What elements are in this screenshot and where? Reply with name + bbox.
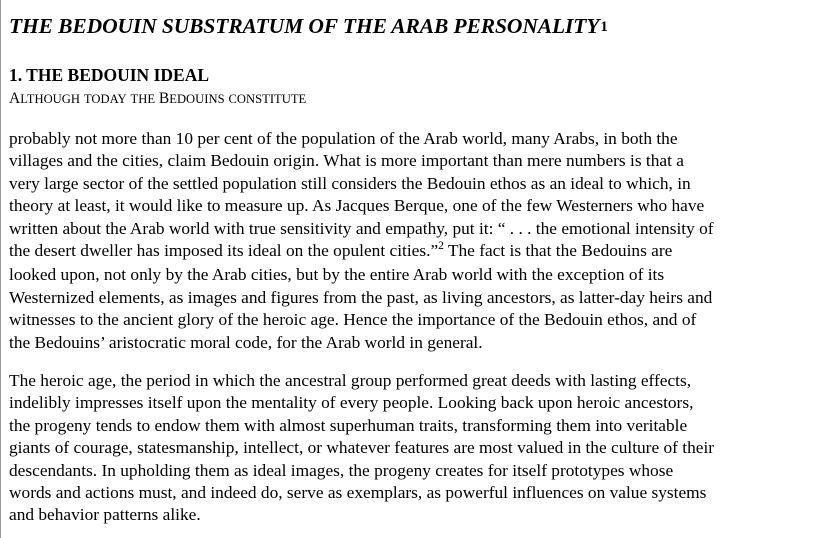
section-lead-in xyxy=(9,90,306,108)
paragraph-1-text-b: The fact is that the Bedouins are looked upon, not only by the Arab cities, but by the entire Arab world with the exception of its Westernized elements, as images and figures from the past, as living ancestors, as latter-day heirs and witnesses to the ancient glory of the heroic age. Hence the importance of the Bedouin ethos, and of the Bedouins’ aristocratic moral code, for the Arab world in general. xyxy=(9,241,713,352)
paragraph-1 xyxy=(9,128,809,354)
section-heading: 1. THE BEDOUIN IDEAL xyxy=(9,65,210,85)
chapter-title-text: THE BEDOUIN SUBSTRATUM OF THE ARAB PERSONALITY xyxy=(9,14,600,38)
footnote-ref-1[interactable]: 1 xyxy=(600,19,608,35)
chapter-title xyxy=(9,14,608,39)
lead-in-text: ALTHOUGH TODAY THE BEDOUINS CONSTITUTE xyxy=(9,90,307,107)
footnote-ref-2[interactable]: 2 xyxy=(438,240,444,253)
paragraph-1-text-a: probably not more than 10 per cent of the population of the Arab world, many Arabs, in both the villages and the cities, claim Bedouin origin. What is more important than mere numbers is that a very large sector of the settled population still considers the Bedouin ethos as an ideal to which, in theory at least, it would like to measure up. As Jacques Berque, one of the few Westerners who have written about the Arab world with true sensitivity and empathy, put it: “ . . . the emotional intensity of the desert dweller has imposed its ideal on the opulent cities.” xyxy=(9,129,714,261)
paragraph-2: The heroic age, the period in which the ancestral group performed great deeds with lasting effects, indelibly impresses itself upon the mentality of every people. Looking back upon heroic ancestors, the progeny tends to endow them with almost superhuman traits, transforming them into veritable giants of courage, statesmanship, intellect, or whatever features are most valued in the culture of their descendants. In upholding them as ideal images, the progeny creates for itself prototypes whose words and actions must, and indeed do, serve as exemplars, as powerful influences on value systems and behavior patterns alike. xyxy=(9,371,715,525)
